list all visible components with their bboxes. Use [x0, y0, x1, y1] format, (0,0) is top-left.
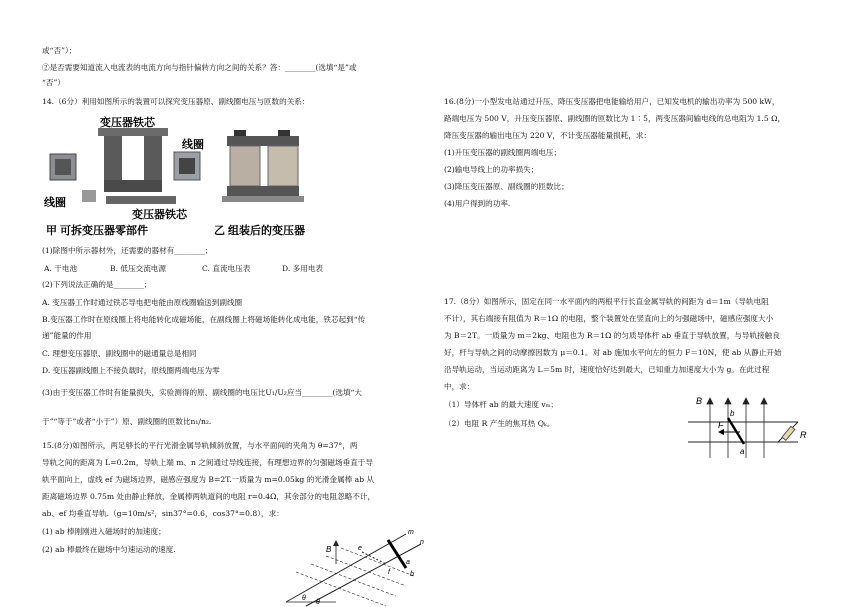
- q15-line-3: 轨平面向上，虚线 ef 为磁场边界，磁感应强度为 B=2T.一质量为 m=0.05kg 的光滑金属棒 ab 从: [42, 475, 375, 484]
- q15-part-2: (2) ab 棒最终在磁场中匀速运动的速度.: [42, 545, 176, 554]
- q17-line-3: 为 B＝2T。一质量为 m＝2kg、电阻也为 R＝1Ω 的匀质导体杆 ab 垂直于导轨放置，与导轨接触良: [444, 331, 780, 340]
- label-B: B: [326, 545, 332, 554]
- q14-s1-opt-d: D. 多用电表: [282, 264, 324, 273]
- label-a: a: [740, 447, 745, 456]
- coil-left-image: [50, 154, 76, 180]
- label-a: a: [406, 559, 410, 566]
- caption-a: 甲 可拆变压器零部件: [46, 225, 149, 237]
- prev-q-line-2: ②是否需要知道流入电流表的电流方向与指针偏转方向之间的关系？答：________(选填“是”或: [42, 63, 357, 72]
- q16-line-1: 16.(8分)一小型发电站通过升压、降压变压器把电能输给用户，已知发电机的输出功率为 500 kW，: [444, 97, 780, 106]
- label-m: m: [408, 529, 414, 536]
- q15-part-1: (1) ab 棒刚刚进入磁场时的加速度；: [42, 527, 166, 536]
- q17-line-5: 沿导轨运动，当运动距离为 L＝5m 时，速度恰好达到最大，已知重力加速度大小为 g。在此过程: [444, 365, 770, 374]
- q14-s2-b2: 递”能量的作用: [42, 331, 92, 340]
- label-R: R: [800, 430, 807, 440]
- q17-line-2: 不计），其右端接有阻值为 R＝1Ω 的电阻，整个装置处在竖直向上的匀强磁场中，磁感应强度大小: [444, 314, 774, 323]
- q14-s2-c: C. 理想变压器原、副线圈中的磁通量总是相同: [42, 349, 197, 358]
- caption-b: 乙 组装后的变压器: [214, 225, 306, 237]
- bolt-image: [82, 190, 96, 202]
- q14-s3b: 于”“等于”或者“小于”）原、副线圈的匝数比n₁/n₂.: [42, 417, 212, 426]
- boundary-ef: [362, 552, 386, 564]
- q14-s2: (2)下列说法正确的是________；: [42, 280, 152, 289]
- q16-part-2: (2)输电导线上的功率损失；: [444, 165, 539, 174]
- label-B: B: [696, 396, 703, 406]
- label-f: f: [388, 569, 390, 576]
- label-core-top: 变压器铁芯: [100, 117, 155, 129]
- q16-part-4: (4)用户得到的功率.: [444, 199, 511, 208]
- prev-q-line-3: “否”）: [42, 78, 65, 87]
- q17-part-1: （1）导体杆 ab 的最大速度 vₘ；: [444, 400, 558, 409]
- q14-s1-opt-a: A. 干电池: [44, 264, 78, 273]
- label-coil-2: 线圈: [44, 197, 66, 209]
- q17-rails-figure: [682, 392, 822, 470]
- q14-s1-opt-b: B. 低压交流电源: [110, 264, 166, 273]
- yoke-image: [106, 196, 176, 204]
- q15-line-2: 导轨之间的距离为 L=0.2m，导轨上端 m、n 之间通过导线连接，有理想边界的匀强磁场垂直于导: [42, 458, 373, 467]
- q17-line-6: 中，求：: [444, 382, 475, 391]
- q17-line-1: 17.（8分）如图所示，固定在同一水平面内的两根平行长直金属导轨的间距为 d＝1m（导轨电阻: [444, 297, 769, 306]
- q16-part-1: (1)升压变压器的副线圈两端电压；: [444, 148, 562, 157]
- q14-s1-opt-c: C. 直流电压表: [202, 264, 251, 273]
- q14-s3a: (3)由于变压器工作时有能量损失，实验测得的原、副线圈的电压比U₁/U₂应当________(选填“大: [42, 388, 363, 397]
- q14-transformer-figure: [42, 110, 342, 240]
- q15-line-4: 距离磁场边界 0.75m 处由静止释放，金属棒两轨道间的电阻 r=0.4Ω，其余部分的电阻忽略不计，: [42, 492, 376, 501]
- label-n: n: [420, 539, 424, 546]
- u-core-image: [98, 128, 168, 192]
- q14-s2-a: A. 变压器工作时通过铁芯导电把电能由原线圈输送到副线圈: [42, 298, 243, 307]
- q14-s1: (1)除图中所示器材外，还需要的器材有________；: [42, 246, 213, 255]
- q16-line-3: 降压变压器的输出电压为 220 V，不计变压器能量损耗，求：: [444, 131, 652, 140]
- q16-part-3: (3)降压变压器原、副线圈的匝数比；: [444, 182, 569, 191]
- label-coil: 线圈: [182, 139, 204, 151]
- label-theta-2: θ: [316, 599, 320, 606]
- label-b: b: [410, 571, 414, 578]
- field-lines: [296, 548, 414, 606]
- assembled-transformer-image: [222, 130, 304, 202]
- q14-s2-b1: B.变压器工作时在原线圈上将电能转化成磁场能，在副线圈上将磁场能转化成电能，铁芯起到“传: [42, 315, 366, 324]
- q16-line-2: 路端电压为 500 V，升压变压器原、副线圈的匝数比为 1∶5，两变压器间输电线的总电阻为 1.5 Ω，: [444, 114, 786, 123]
- label-theta-1: θ: [302, 595, 306, 602]
- q17-part-2: （2）电阻 R 产生的焦耳热 Qₖ。: [444, 419, 555, 428]
- label-e: e: [358, 545, 362, 552]
- prev-q-line-1: 或“否”）；: [42, 46, 77, 55]
- resistor-R: [782, 426, 795, 440]
- q17-line-4: 好，杆与导轨之间的动摩擦因数为 μ＝0.1。对 ab 施加水平向左的恒力 F＝10N，使 ab 从静止开始: [444, 348, 782, 357]
- field-arrows: [707, 398, 767, 458]
- q15-line-1: 15.(8分)如图所示，两足够长的平行光滑金属导轨倾斜放置，与水平面间的夹角为 θ=37°，两: [42, 441, 358, 450]
- q14-title: 14.（6分）利用如图所示的装置可以探究变压器原、副线圈电压与匝数的关系：: [42, 97, 310, 106]
- q15-line-5: ab、ef 均垂直导轨.（g=10m/s²，sin37°=0.6，cos37°=0.8），求：: [42, 509, 284, 518]
- label-F: F: [718, 420, 724, 430]
- q14-s2-d: D. 变压器副线圈上不接负载时，原线圈两端电压为零: [42, 366, 220, 375]
- label-b: b: [730, 409, 735, 418]
- q15-incline-figure: [276, 522, 426, 607]
- coil-right-image: [174, 152, 200, 180]
- label-core-bottom: 变压器铁芯: [132, 209, 187, 221]
